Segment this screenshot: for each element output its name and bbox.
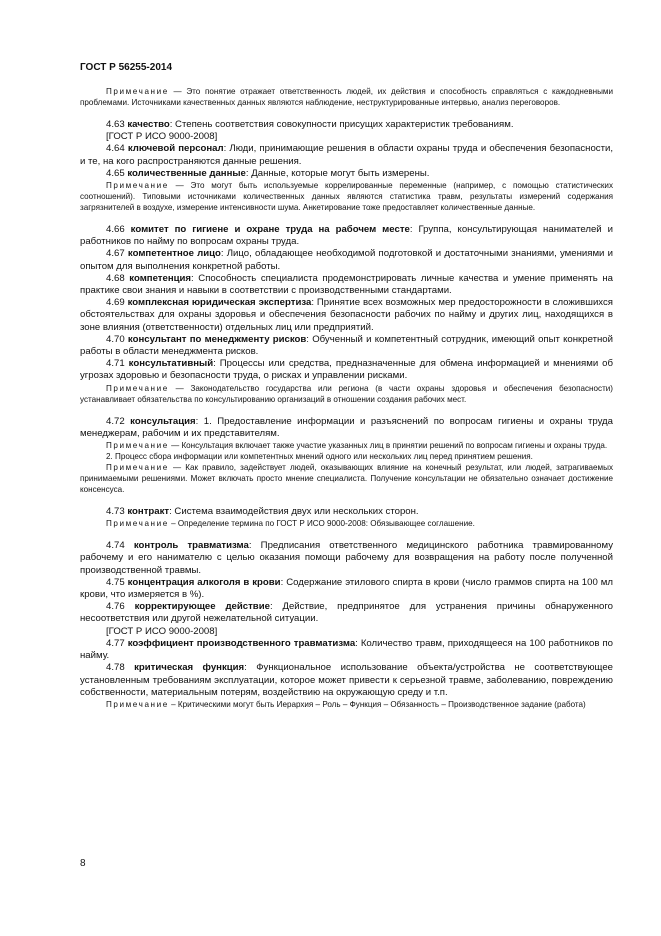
term-definition — [80, 248, 613, 272]
term-definition — [80, 601, 613, 625]
paragraph-text: — Это понятие отражает ответственность людей, их действия и способность справляться с каждодневными проблемами. Источниками качественных данных являются наблюдение, неструктурированные интервью, анализ переговоров. — [80, 87, 613, 107]
term-definition — [80, 119, 613, 131]
term-name: консультация — [130, 415, 196, 427]
term-definition — [80, 358, 613, 382]
paragraph-text: : Действие, предпринятое для устранения причины обнаруженного несоответствия или другой нежелательной ситуации. — [80, 601, 613, 625]
term-definition — [80, 297, 613, 334]
paragraph-text: – Определение термина по ГОСТ Р ИСО 9000-2008: Обязывающее соглашение. — [168, 519, 475, 529]
paragraph-text: : Принятие всех возможных мер предосторожности в сложившихся обстоятельствах для охраны здоровья и обеспечения безопасности рабочих по найму и других лиц, находящихся в зоне влияния (ответственности) отдельных лиц или предприятий. — [80, 297, 613, 333]
document-body — [80, 86, 613, 710]
term-definition — [80, 273, 613, 297]
paragraph-text: [ГОСТ Р ИСО 9000-2008] — [106, 625, 218, 637]
paragraph-gap — [80, 529, 613, 540]
paragraph-text: [ГОСТ Р ИСО 9000-2008] — [106, 131, 218, 143]
note-label: Примечание — [106, 181, 169, 191]
paragraph-text: : Данные, которые могут быть измерены. — [245, 167, 430, 179]
clause-number: 4.74 — [106, 540, 125, 552]
note-label: Примечание — [106, 383, 169, 393]
note-paragraph — [80, 699, 613, 710]
paragraph-gap — [80, 495, 613, 506]
term-name: комитет по гигиене и охране труда на рабочем месте — [130, 224, 410, 236]
paragraph-gap — [80, 108, 613, 119]
clause-number: 4.72 — [106, 415, 125, 427]
term-name: корректирующее действие — [134, 601, 270, 613]
term-definition — [80, 168, 613, 180]
clause-number: 4.71 — [106, 358, 125, 370]
note-label: Примечание — [106, 463, 169, 473]
term-definition — [80, 224, 613, 248]
note-paragraph — [80, 180, 613, 213]
paragraph-gap — [80, 405, 613, 416]
paragraph-text: : Содержание этилового спирта в крови (число граммов спирта на 100 мл крови, что измеряется в %). — [80, 576, 613, 601]
paragraph-text: : Процессы или средства, предназначенные для обмена информацией и мнениями об угрозах здоровью и безопасности труда, о рисках и управлении рисками. — [80, 358, 613, 382]
clause-number: 4.69 — [106, 297, 125, 309]
note-label: Примечание — [106, 441, 169, 451]
term-definition — [80, 416, 613, 440]
clause-number: 4.66 — [106, 224, 125, 236]
clause-number: 4.68 — [106, 272, 125, 284]
clause-number: 4.64 — [106, 143, 125, 155]
term-name: количественные данные — [127, 167, 246, 179]
term-name: компетенция — [129, 272, 192, 284]
paragraph-text: : Функциональное использование объекта/устройства не соответствующее установленным требованиям эксплуатации, которое может привести к серьезной травме, заболеванию, повреждению собственности, материальным потерям, воздействию на окружающую среду и т.п. — [80, 662, 614, 698]
term-name: компетентное лицо — [127, 248, 221, 260]
note-paragraph — [80, 518, 613, 529]
clause-number: 4.65 — [106, 167, 125, 179]
term-name: консультант по менеджменту рисков — [127, 333, 307, 345]
paragraph-text: — Это могут быть используемые коррелированные переменные (например, с помощью статистических соотношений). Типовыми источниками количественных данных являются статистика травм, результаты измерений содержания загрязнителей в воздухе, измерение интенсивности шума. Анкетирование тоже предоставляет количественные данные. — [80, 181, 613, 213]
paragraph-text: : Лицо, обладающее необходимой подготовкой и достаточными знаниями, умениями и опытом для выполнения конкретной работы. — [80, 248, 613, 272]
clause-number: 4.77 — [106, 637, 125, 649]
reference-line — [80, 626, 613, 638]
paragraph-text: : Группа, консультирующая нанимателей и работников по найму по вопросам охраны труда. — [80, 224, 613, 248]
term-name: контроль травматизма — [133, 540, 249, 552]
term-name: консультативный — [128, 358, 214, 370]
term-definition — [80, 662, 613, 699]
term-definition — [80, 334, 613, 358]
note-label: Примечание — [106, 519, 169, 529]
note-paragraph — [80, 451, 613, 462]
note-paragraph — [80, 86, 613, 108]
paragraph-text: — Консультация включает также участие указанных лиц в принятии решений по вопросам гигиены и охраны труда. — [168, 441, 608, 451]
term-name: качество — [127, 119, 170, 130]
note-paragraph — [80, 462, 613, 495]
term-name: ключевой персонал — [127, 143, 224, 155]
paragraph-text: : Количество травм, приходящееся на 100 работников по найму. — [80, 637, 613, 662]
note-label: Примечание — [106, 699, 169, 709]
page-number: 8 — [80, 858, 86, 869]
term-definition — [80, 540, 613, 577]
clause-number: 4.76 — [106, 601, 125, 613]
paragraph-text: : Способность специалиста продемонстрировать личные качества и умение применять на практике свои знания и навыки в соответствии с производственными стандартами. — [80, 272, 613, 297]
term-definition — [80, 506, 613, 518]
clause-number: 4.73 — [106, 506, 125, 518]
clause-number: 4.70 — [106, 333, 125, 345]
paragraph-text: : Предписания ответственного медицинского работника травмированному рабочему и его нанимателю с целью оказания помощи рабочему для возвращения на работу после полученной производственной травмы. — [80, 540, 613, 576]
term-name: контракт — [127, 506, 170, 518]
paragraph-text: : Степень соответствия совокупности присущих характеристик требованиям. — [169, 119, 514, 130]
paragraph-text: — Законодательство государства или региона (в части охраны здоровья и обеспечения безопасности) устанавливает обязательства по консультированию организаций в отношении создания рабочих мест. — [80, 383, 613, 404]
note-label: Примечание — [106, 87, 169, 96]
paragraph-text: 2. Процесс сбора информации или компетентных мнений одного или нескольких лиц перед принятием решения. — [106, 452, 533, 462]
term-definition — [80, 638, 613, 662]
term-name: коэффициент производственного травматизма — [127, 637, 356, 649]
clause-number: 4.78 — [106, 662, 125, 674]
paragraph-text: — Как правило, задействует людей, оказывающих влияние на конечный результат, или людей, затрагиваемых принимаемыми решениями. Может включать просто мнение специалиста. Получение консультации не обязательно означает достижение консенсуса. — [80, 463, 613, 495]
term-name: комплексная юридическая экспертиза — [127, 297, 312, 309]
document-code-header: ГОСТ Р 56255-2014 — [80, 62, 173, 73]
reference-line — [80, 131, 613, 143]
paragraph-text: : Обученный и компетентный сотрудник, имеющий опыт конкретной работы в области менеджмента рисков. — [80, 333, 613, 358]
paragraph-text: : 1. Предоставление информации и разъяснений по вопросам гигиены и охраны труда менеджерам, рабочим и их представителям. — [80, 415, 613, 439]
term-name: критическая функция — [134, 662, 245, 674]
note-paragraph — [80, 383, 613, 405]
paragraph-gap — [80, 213, 613, 224]
clause-number: 4.67 — [106, 248, 125, 260]
term-name: концентрация алкоголя в крови — [127, 576, 281, 588]
paragraph-text: – Критическими могут быть Иерархия – Роль – Функция – Обязанность – Производственное задание (работа) — [168, 699, 586, 709]
term-definition — [80, 577, 613, 601]
term-definition — [80, 143, 613, 167]
paragraph-text: : Люди, принимающие решения в области охраны труда и обеспечения безопасности, и те, на кого распространяются данные решения. — [80, 143, 613, 167]
clause-number: 4.63 — [106, 119, 125, 130]
note-paragraph — [80, 440, 613, 451]
clause-number: 4.75 — [106, 576, 125, 588]
paragraph-text: : Система взаимодействия двух или нескольких сторон. — [169, 506, 419, 518]
